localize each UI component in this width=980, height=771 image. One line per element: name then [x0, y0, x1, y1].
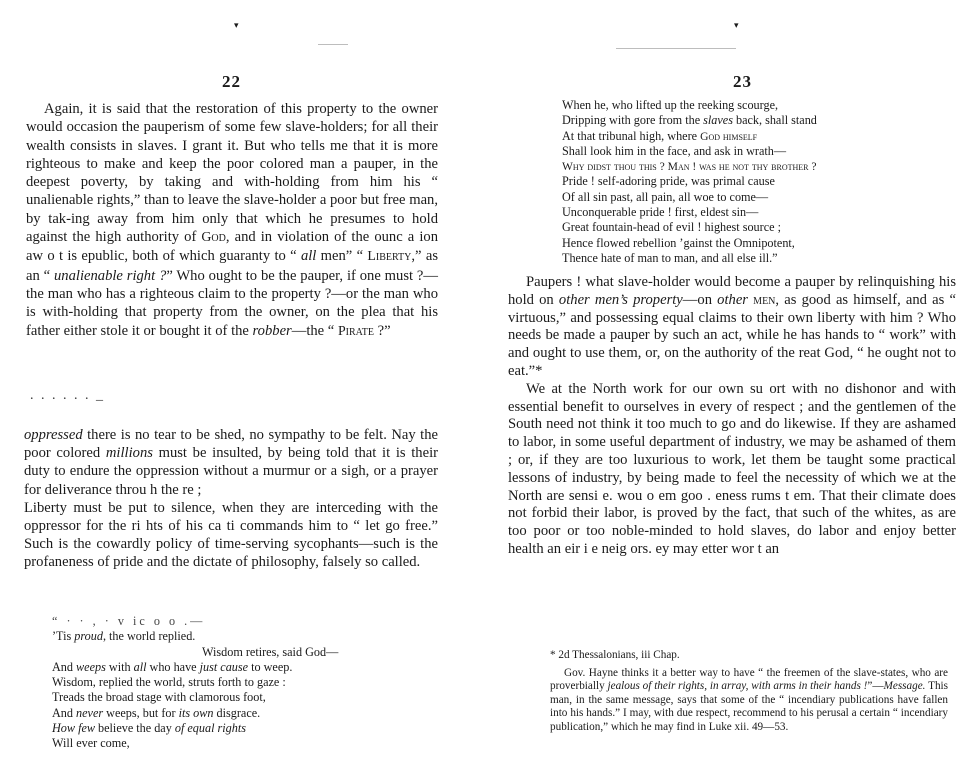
scan-rule	[616, 48, 736, 49]
top-mark: ▾	[734, 20, 739, 30]
poem-line: Wisdom, replied the world, struts forth to gaze :	[52, 675, 286, 690]
poem-line: Treads the broad stage with clamorous foot,	[52, 690, 266, 705]
dotted-gap: . . . . . . _	[30, 388, 105, 403]
poem-line: Wisdom retires, said God—	[202, 644, 339, 659]
poem-line: And weeps with all who have just cause to weep.	[52, 659, 293, 674]
scan-rule	[318, 44, 348, 45]
footnotes	[550, 649, 948, 739]
top-mark: ▾	[234, 20, 239, 30]
footnote: Gov. Hayne thinks it a better way to have “ the freemen of the slave-states, who are proverbially jealous of their rights, in array, with arms in their hands !”—Message. This man, in the same message, says that some of the “ incendiary publications have fallen into his hands.” I may, with due respect, recommend to his perusal a certain “ incendiary publication,” which he may find in Luke xii. 49—53.	[550, 666, 948, 733]
poem-line: Great fountain-head of evil ! highest source ;	[562, 220, 781, 235]
page-number: 22	[222, 72, 241, 91]
poem-line: And never weeps, but for its own disgrace.	[52, 705, 261, 720]
body-paragraph-2	[24, 426, 438, 572]
poem	[562, 98, 942, 266]
right-page	[490, 0, 980, 771]
poem-line: Of all sin past, all pain, all woe to come—	[562, 189, 769, 204]
body-text	[508, 274, 956, 559]
poem-line: Dripping with gore from the slaves back, shall stand	[562, 113, 817, 128]
paragraph: Liberty must be put to silence, when they are interceding with the oppressor for the ri hts of his ca ti commands him to “ let go free.” Such is the cowardly policy of time-serving sycophants—such is the profaneness of pride and the dictate of philosophy, falsely so called.	[24, 499, 438, 571]
poem-line: Unconquerable pride ! first, eldest sin—	[562, 205, 759, 220]
poem	[52, 614, 382, 752]
poem-line: ’Tis proud, the world replied.	[52, 629, 196, 644]
body-paragraph-1	[26, 100, 438, 341]
poem-line: When he, who lifted up the reeking scourge,	[562, 98, 779, 112]
paragraph: We at the North work for our own su ort with no dishonor and with essential benefit to ourselves in every of respect ; and the gentlemen of the South need not think it too much to go and do likewise. If they are ashamed to labor, in some useful department of industry, we may be ashamed of them ; or, if they are too luxurious to work, let them be taught some practical lessons of industry, by being made to feel the necessity of which we at the North are sensi e. wou o em goo . eness rums t em. That their climate does not forbid their labor, is proved by the fact, that such of the whites, as are too poor or too noble-minded to hold slaves, do labor and enjoy better health an eir i e neig ors. ey may etter wor t an	[508, 380, 956, 557]
poem-line: At that tribunal high, where God himself	[562, 128, 758, 143]
paragraph: oppressed there is no tear to be shed, no sympathy to be felt. Nay the poor colored millions must be insulted, by being told that it is their duty to endure the oppression without a murmur or a sigh, or a prayer for deliverance throu h the re ;	[24, 427, 438, 498]
footnote: * 2d Thessalonians, iii Chap.	[550, 649, 680, 661]
poem-line: Pride ! self-adoring pride, was primal cause	[562, 174, 775, 189]
poem-line: Shall look him in the face, and ask in wrath—	[562, 143, 787, 158]
page-number: 23	[733, 72, 752, 91]
poem-line: Hence flowed rebellion ’gainst the Omnipotent,	[562, 235, 795, 250]
poem-line: Thence hate of man to man, and all else ill.”	[562, 250, 778, 265]
paragraph: Again, it is said that the restoration of this property to the owner would occasion the pauperism of some few slave-holders; for all their wealth consists in slaves. I grant it. But who tells me that it is more righteous to make and keep the poor colored man a pauper, in the deepest poverty, by taking and with-holding from him his “ unalienable rights,” than to leave the slave-holder a poor but free man, by tak-ing away from him only that which he presumes to hold against the high authority of God, and in violation of the ounc a ion aw o t is epublic, both of which guaranty to “ all men” “ Liberty,” as an “ unalienable right ?” Who ought to be the pauper, if one must ?—the man who has a righteous claim to the property ?—or the man who is with-holding that property from the owner, on the plea that his father either stole it or bought it of the robber—the “ Pirate ?”	[26, 101, 438, 339]
poem-line: Why didst thou this ? Man ! was he not thy brother ?	[562, 160, 817, 174]
poem-line: Will ever come,	[52, 736, 130, 751]
poem-line: How few believe the day of equal rights	[52, 721, 246, 736]
paragraph: Paupers ! what slave-holder would become a pauper by relinquishing his hold on other men’s property—on other men, as good as himself, and as “ virtuous,” and possessing equal claims to their own liberty with him ? Who needs be made a pauper by such an act, while he has hands to “ work” with and ought to use them, or, on the authority of the reat God, “ he ought not to eat.”*	[508, 274, 956, 379]
poem-line: “ · · , · v ic o o .—	[52, 614, 206, 628]
